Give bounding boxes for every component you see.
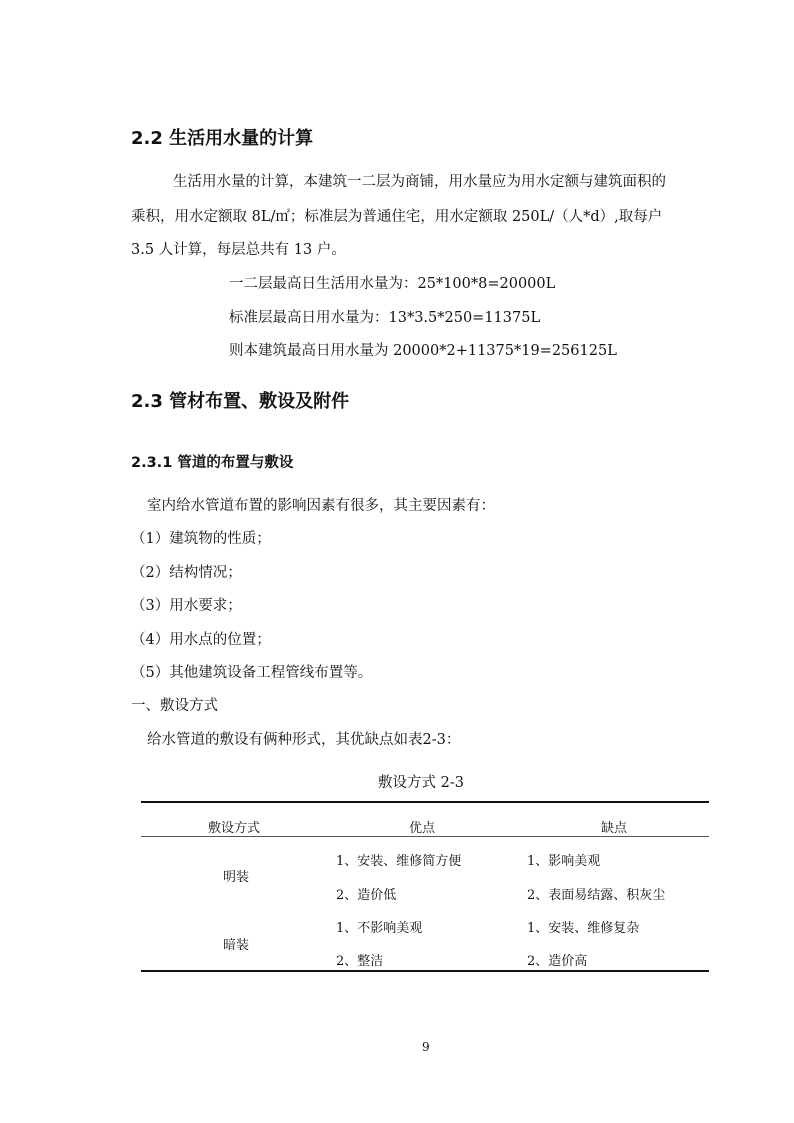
table-cell-cons: 2、造价高 [527, 954, 588, 969]
subsection-heading-2-3-1: 2.3.1 管道的布置与敷设 [131, 455, 294, 471]
paragraph-line: 给水管道的敷设有俩种形式，其优缺点如表2-3： [147, 732, 461, 748]
table-cell-cons: 1、影响美观 [527, 854, 601, 869]
table-cell-pros: 1、安装、维修简方便 [336, 854, 462, 869]
page-number: 9 [422, 1040, 430, 1054]
table-header-cell: 敷设方式 [208, 821, 261, 836]
paragraph-line: 3.5 人计算，每层总共有 13 户。 [131, 242, 346, 258]
table-header-rule [141, 836, 709, 837]
list-item: （5）其他建筑设备工程管线布置等。 [131, 665, 373, 681]
list-item: （2）结构情况； [131, 565, 242, 581]
section-heading-2-3: 2.3 管材布置、敷设及附件 [131, 391, 350, 412]
table-cell-cons: 1、安装、维修复杂 [527, 921, 640, 936]
table-cell-cons: 2、表面易结露、积灰尘 [527, 888, 666, 903]
list-item: （1）建筑物的性质； [131, 531, 271, 547]
paragraph-line: 室内给水管道布置的影响因素有很多，其主要因素有： [147, 498, 495, 514]
calc-line: 则本建筑最高日用水量为 20000*2+11375*19=256125L [229, 343, 617, 359]
sub-heading: 一、敷设方式 [131, 698, 218, 714]
list-item: （3）用水要求； [131, 598, 242, 614]
table-header-cell: 缺点 [601, 821, 628, 836]
calc-line: 一二层最高日生活用水量为：25*100*8=20000L [229, 276, 556, 292]
paragraph-line: 乘积，用水定额取 8L/㎡；标准层为普通住宅，用水定额取 250L/（人*d）,取每户 [131, 209, 663, 225]
table-cell-pros: 1、不影响美观 [336, 921, 423, 936]
table-cell-pros: 2、造价低 [336, 888, 397, 903]
table-header-cell: 优点 [409, 821, 436, 836]
table-top-rule [141, 801, 709, 803]
table-caption: 敷设方式 2-3 [378, 775, 464, 791]
table-bottom-rule [141, 970, 709, 972]
paragraph-line: 生活用水量的计算，本建筑一二层为商铺，用水量应为用水定额与建筑面积的 [173, 174, 666, 190]
table-cell-method: 暗装 [223, 938, 250, 953]
calc-line: 标准层最高日用水量为：13*3.5*250=11375L [229, 310, 541, 326]
table-cell-method: 明装 [223, 870, 250, 885]
list-item: （4）用水点的位置； [131, 632, 271, 648]
table-cell-pros: 2、整洁 [336, 954, 384, 969]
section-heading-2-2: 2.2 生活用水量的计算 [131, 128, 314, 149]
